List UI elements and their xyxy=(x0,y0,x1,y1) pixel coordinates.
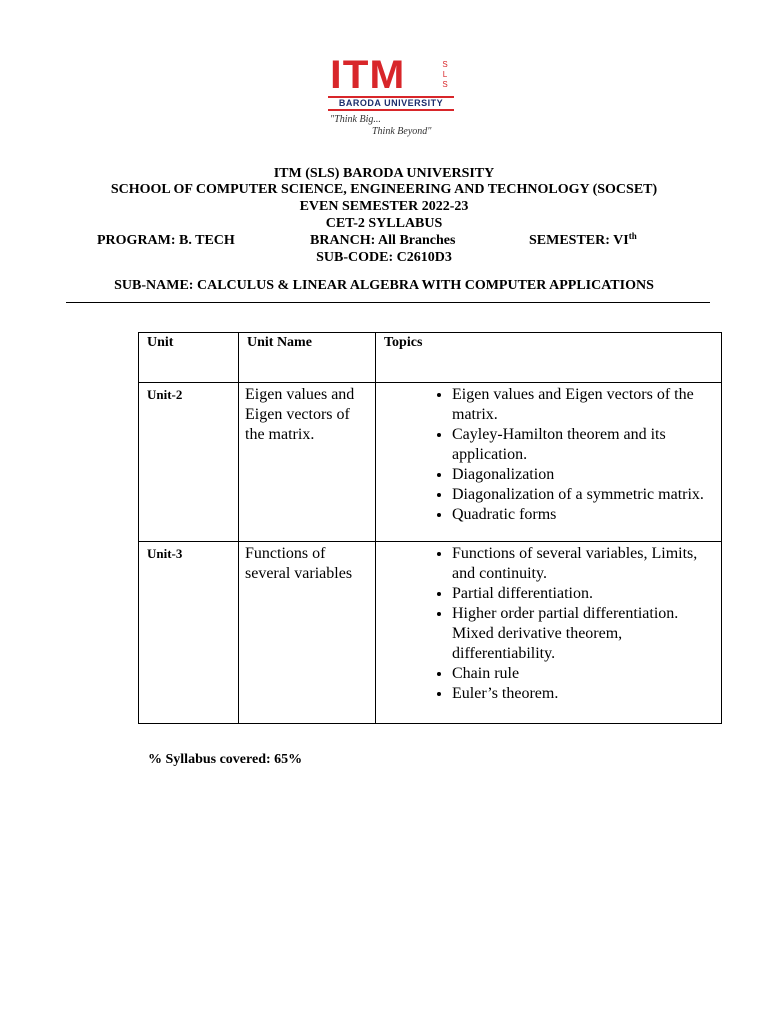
topics-cell xyxy=(376,383,722,542)
program-label: PROGRAM: B. TECH xyxy=(97,233,235,248)
syllabus-covered: % Syllabus covered: 65% xyxy=(148,752,303,767)
topics-cell xyxy=(376,542,722,724)
logo-banner: BARODA UNIVERSITY xyxy=(328,96,454,111)
branch-label: BRANCH: All Branches xyxy=(310,233,456,248)
topic-item: • Diagonalization xyxy=(452,465,713,485)
logo-side-letter: S xyxy=(442,60,448,69)
topic-item: • Eigen values and Eigen vectors of the matrix. xyxy=(452,385,713,425)
topics-list xyxy=(376,544,713,624)
syllabus-table xyxy=(138,332,722,724)
topic-item: • Functions of several variables, Limits, and continuity. xyxy=(452,544,713,584)
topics-list xyxy=(376,385,713,525)
semester-value: SEMESTER: VI xyxy=(529,233,629,248)
table-row xyxy=(139,383,722,542)
logo-side-letter: L xyxy=(442,70,448,79)
table-header-row xyxy=(139,333,722,383)
logo-tagline-1: "Think Big... xyxy=(330,114,381,125)
col-header-unit-name: Unit Name xyxy=(239,333,376,383)
unit-cell: Unit-3 xyxy=(139,542,239,724)
university-title: ITM (SLS) BARODA UNIVERSITY xyxy=(273,166,495,181)
topic-item: • Cayley-Hamilton theorem and its application. xyxy=(452,425,713,465)
school-title: SCHOOL OF COMPUTER SCIENCE, ENGINEERING AND TECHNOLOGY (SOCSET) xyxy=(110,182,658,197)
logo-side-letter: S xyxy=(442,80,448,89)
col-header-unit: Unit xyxy=(139,333,239,383)
itm-logo xyxy=(328,53,458,140)
unit-name-cell: Eigen values and Eigen vectors of the matrix. xyxy=(239,383,376,542)
header-divider xyxy=(66,302,710,303)
topic-item: • Higher order partial differentiation. xyxy=(452,604,713,624)
topic-item: • Chain rule xyxy=(452,664,713,684)
logo-side-letters xyxy=(437,60,453,90)
col-header-topics: Topics xyxy=(376,333,722,383)
sub-code: SUB-CODE: C2610D3 xyxy=(316,250,452,265)
semester-superscript: th xyxy=(628,231,637,241)
unit-name-cell: Functions of several variables xyxy=(239,542,376,724)
semester-line: EVEN SEMESTER 2022-23 xyxy=(299,199,469,214)
unit-cell: Unit-2 xyxy=(139,383,239,542)
table-row xyxy=(139,542,722,724)
topics-list xyxy=(376,664,713,704)
topic-note: Mixed derivative theorem, differentiability. xyxy=(452,625,623,662)
syllabus-title: CET-2 SYLLABUS xyxy=(325,216,443,231)
sub-name: SUB-NAME: CALCULUS & LINEAR ALGEBRA WITH COMPUTER APPLICATIONS xyxy=(114,278,654,293)
topic-item: • Euler’s theorem. xyxy=(452,684,713,704)
topic-item: • Partial differentiation. xyxy=(452,584,713,604)
topic-item: • Diagonalization of a symmetric matrix. xyxy=(452,485,713,505)
topic-item: • Quadratic forms xyxy=(452,505,713,525)
logo-tagline-2: Think Beyond" xyxy=(372,126,432,137)
logo-brand: ITM xyxy=(330,53,406,97)
semester-label xyxy=(529,233,637,249)
